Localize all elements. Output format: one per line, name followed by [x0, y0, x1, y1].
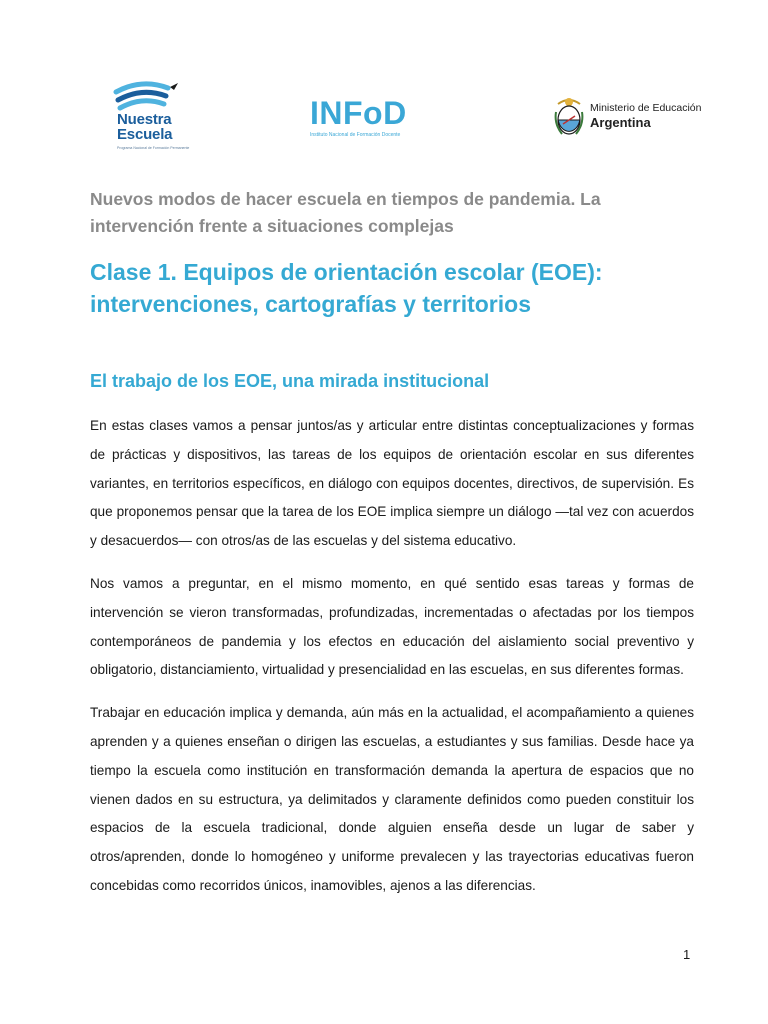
- paragraph: Trabajar en educación implica y demanda, aún más en la actualidad, el acompañamiento a quienes aprenden y a quienes enseñan o dirigen las escuelas, a estudiantes y sus familias. Desde hace ya tiempo la escuela como institución en transformación demanda la apertura de espacios que no vienen dados en su estructura, ya delimitados y claramente definidos como pueden constituir los espacios de la escuela tradicional, donde alguien enseña desde un lugar de saber y otros/aprenden, donde lo homogéneo y uniforme prevalecen y las trayectorias educativas fueron concebidas como recorridos únicos, inamovibles, ajenos a las diferencias.: [90, 705, 694, 893]
- paragraph: En estas clases vamos a pensar juntos/as y articular entre distintas conceptualizaciones y formas de prácticas y dispositivos, las tareas de los equipos de orientación escolar en sus diferentes variantes, en territorios específicos, en diálogo con equipos docentes, directivos, de supervisión. Es que proponemos pensar que la tarea de los EOE implica siempre un diálogo —tal vez con acuerdos y desacuerdos— con otros/as de las escuelas y del sistema educativo.: [90, 418, 694, 549]
- body-text: [90, 412, 694, 915]
- infod-logo: [310, 96, 460, 146]
- header-logos: [0, 70, 768, 160]
- nuestra-escuela-line2: Escuela: [117, 126, 173, 143]
- paragraph: Nos vamos a preguntar, en el mismo momento, en qué sentido esas tareas y formas de intervención se vieron transformadas, profundizadas, incrementadas o afectadas por los tiempos contemporáneos de pandemia y los efectos en educación del aislamiento social preventivo y obligatorio, distanciamiento, virtualidad y presencialidad en las escuelas, en sus diferentes formas.: [90, 575, 694, 678]
- section-title: El trabajo de los EOE, una mirada institucional: [90, 371, 490, 391]
- nuestra-escuela-subtitle: Programa Nacional de Formación Permanente: [117, 146, 190, 150]
- nuestra-escuela-logo: [112, 78, 202, 158]
- ministerio-logo: [554, 94, 704, 144]
- ministerio-line2: Argentina: [590, 115, 651, 130]
- national-seal-icon: [554, 94, 584, 138]
- infod-wordmark: INFoD: [310, 95, 407, 131]
- course-title: Nuevos modos de hacer escuela en tiempos de pandemia. La intervención frente a situaciones complejas: [90, 189, 601, 236]
- page-number: 1: [683, 947, 691, 962]
- nuestra-escuela-arcs-icon: [112, 78, 202, 112]
- nuestra-escuela-line1: Nuestra: [117, 111, 172, 128]
- ministerio-line1: Ministerio de Educación: [590, 102, 702, 114]
- class-title: Clase 1. Equipos de orientación escolar (EOE): intervenciones, cartografías y territorios: [90, 259, 603, 317]
- infod-subtitle: Instituto Nacional de Formación Docente: [310, 132, 401, 138]
